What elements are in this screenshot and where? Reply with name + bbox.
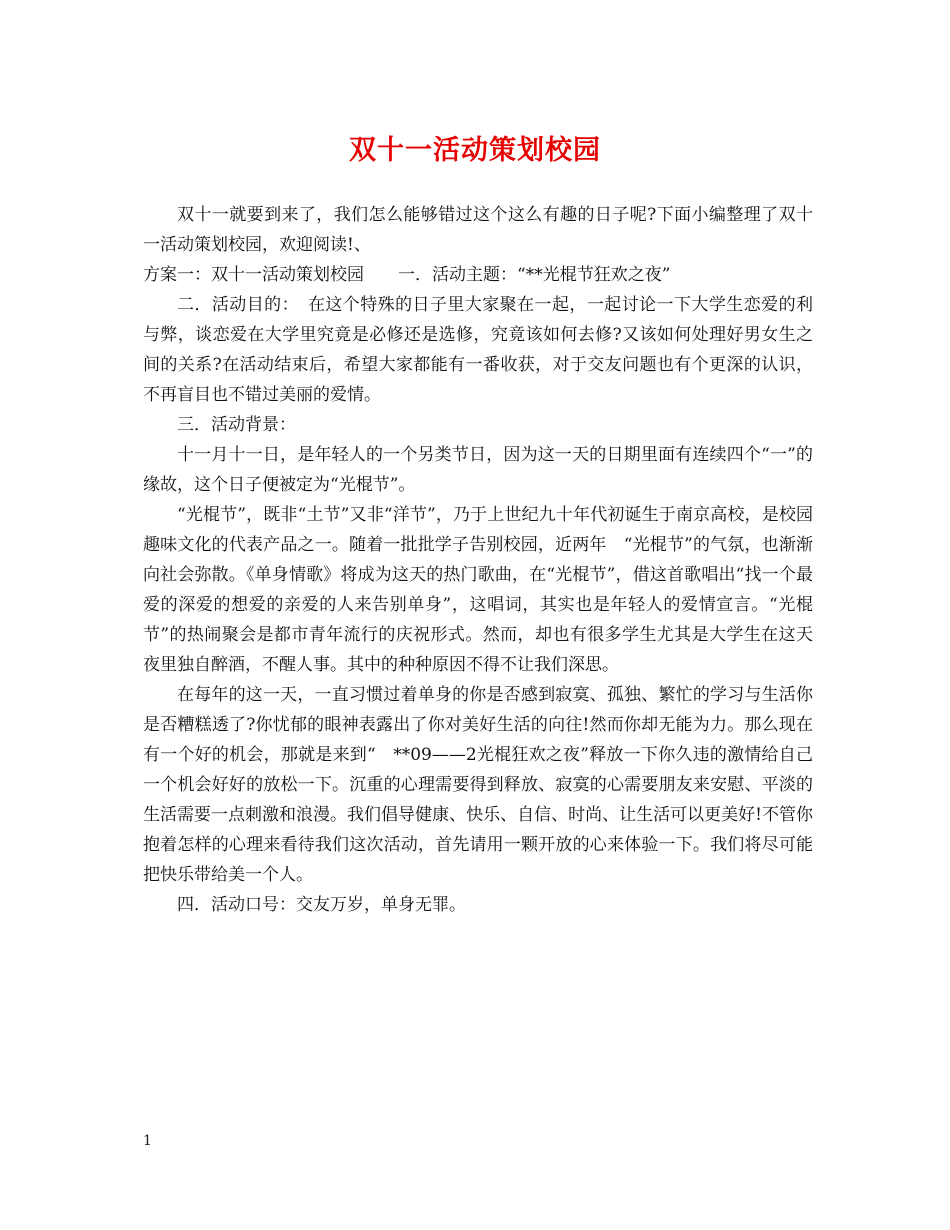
intro-paragraph: 双十一就要到来了，我们怎么能够错过这个这么有趣的日子呢?下面小编整理了双十一活动策划校园，欢迎阅读!、 <box>143 205 813 255</box>
document-body <box>143 200 813 920</box>
purpose-paragraph: 二．活动目的： 在这个特殊的日子里大家聚在一起，一起讨论一下大学生恋爱的利与弊，谈恋爱在大学里究竟是必修还是选修，究竟该如何去修?又该如何处理好男女生之间的关系?在活动结束后，希望大家都能有一番收获，对于交友问题也有个更深的认识，不再盲目也不错过美丽的爱情。 <box>143 295 813 405</box>
background-paragraph-3: 在每年的这一天，一直习惯过着单身的你是否感到寂寞、孤独、繁忙的学习与生活你是否糟糕透了?你忧郁的眼神表露出了你对美好生活的向往!然而你却无能为力。那么现在有一个好的机会，那就是来到“ **09——2光棍狂欢之夜”释放一下你久违的激情给自己一个机会好好的放松一下。沉重的心理需要得到释放、寂寞的心需要朋友来安慰、平淡的生活需要一点刺激和浪漫。我们倡导健康、快乐、自信、时尚、让生活可以更美好!不管你抱着怎样的心理来看待我们这次活动，首先请用一颗开放的心来体验一下。我们将尽可能把快乐带给美一个人。 <box>143 685 813 885</box>
plan-heading-paragraph: 方案一：双十一活动策划校园 一．活动主题：“**光棍节狂欢之夜” <box>143 265 671 285</box>
background-paragraph-1: 十一月十一日，是年轻人的一个另类节日，因为这一天的日期里面有连续四个“一”的缘故，这个日子便被定为“光棍节”。 <box>143 445 813 495</box>
background-paragraph-2: “光棍节”，既非“土节”又非“洋节”，乃于上世纪九十年代初诞生于南京高校，是校园趣味文化的代表产品之一。随着一批批学子告别校园，近两年 “光棍节”的气氛，也渐渐向社会弥散。《单身情歌》将成为这天的热门歌曲，在“光棍节”，借这首歌唱出“找一个最爱的深爱的想爱的亲爱的人来告别单身”，这唱词，其实也是年轻人的爱情宣言。“光棍节”的热闹聚会是都市青年流行的庆祝形式。然而，却也有很多学生尤其是大学生在这天夜里独自醉酒，不醒人事。其中的种种原因不得不让我们深思。 <box>143 505 813 675</box>
page-number: 1 <box>143 1133 152 1149</box>
slogan-paragraph: 四．活动口号：交友万岁，单身无罪。 <box>177 895 466 915</box>
document-title: 双十一活动策划校园 <box>349 135 601 166</box>
background-heading: 三．活动背景： <box>177 415 296 435</box>
